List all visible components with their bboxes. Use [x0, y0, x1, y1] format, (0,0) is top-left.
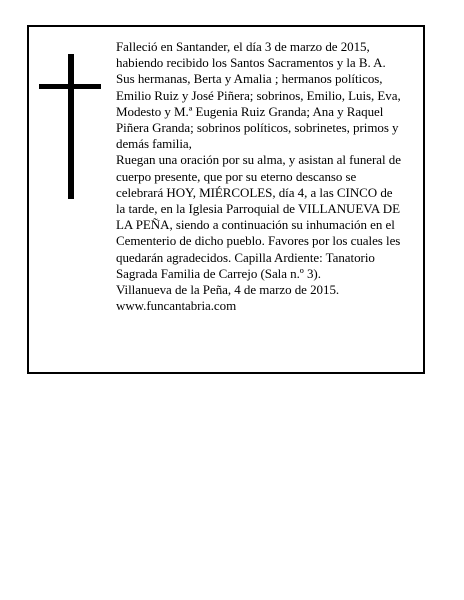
- obituary-text: Falleció en Santander, el día 3 de marzo de 2015, habiendo recibido los Santos Sacramentos y la B. A. Sus hermanas, Berta y Amalia ; hermanos políticos, Emilio Ruiz y José Piñera; sobrinos, Emilio, Luis, Eva, Modesto y M.ª Eugenia Ruiz Granda; Ana y Raquel Piñera Granda; sobrinos políticos, sobrinetes, primos y demás familia, Ruegan una oración por su alma, y asistan al funeral de cuerpo presente, que por su eterno descanso se celebrará HOY, MIÉRCOLES, día 4, a las CINCO de la tarde, en la Iglesia Parroquial de VILLANUEVA DE LA PEÑA, siendo a continuación su inhumación en el Cementerio de dicho pueblo. Favores por los cuales les quedarán agradecidos. Capilla Ardiente: Tanatorio Sagrada Familia de Carrejo (Sala n.º 3). Villanueva de la Peña, 4 de marzo de 2015. www.funcantabria.com: [116, 39, 401, 314]
- cross-vertical-bar: [68, 54, 74, 199]
- obituary-notice: [27, 25, 425, 374]
- cross-icon: [39, 54, 101, 199]
- cross-horizontal-bar: [39, 84, 101, 89]
